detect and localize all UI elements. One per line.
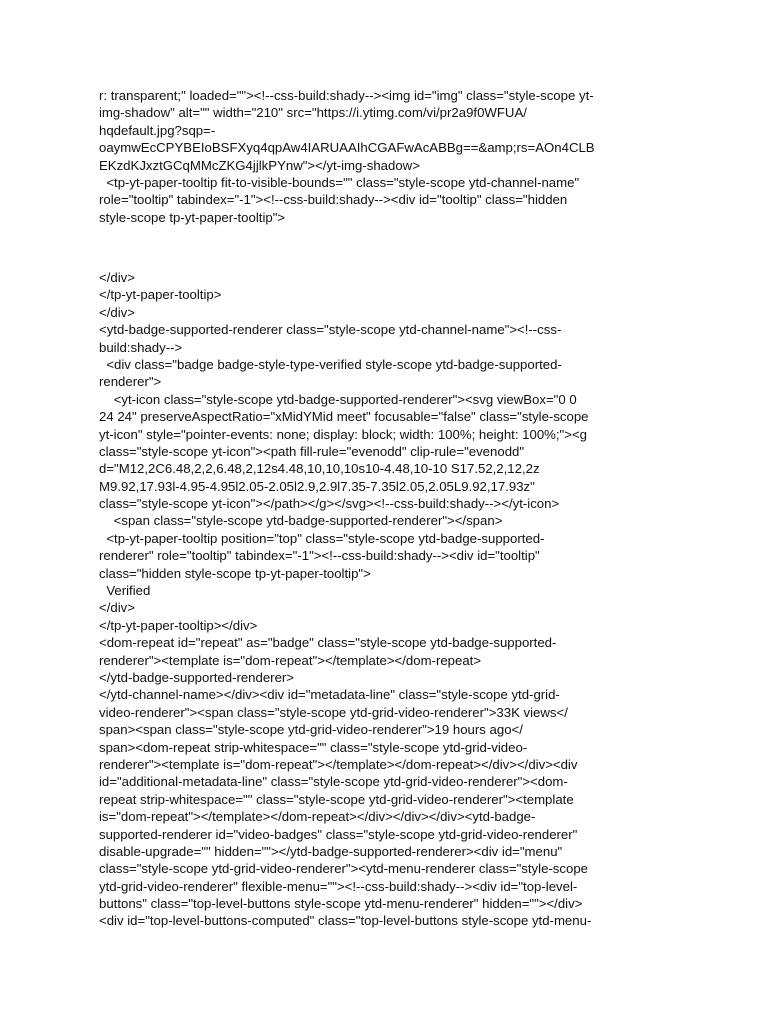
- text-line: </div>: [99, 270, 135, 285]
- text-line: <dom-repeat id="repeat" as="badge" class="style-scope ytd-badge-supported-: [99, 635, 557, 651]
- text-line: <yt-icon class="style-scope ytd-badge-supported-renderer"><svg viewBox="0 0: [99, 391, 577, 407]
- text-line: class="hidden style-scope tp-yt-paper-tooltip">: [99, 565, 371, 581]
- text-line: is="dom-repeat"></template></dom-repeat></div></div></div><ytd-badge-: [99, 809, 536, 825]
- text-line: oaymwEcCPYBEIoBSFXyq4qpAw4IARUAAIhCGAFwAcABBg==&amp;rs=AOn4CLB: [99, 140, 595, 156]
- text-line: style-scope tp-yt-paper-tooltip">: [99, 209, 286, 225]
- text-line: buttons" class="top-level-buttons style-scope ytd-menu-renderer" hidden=""></div>: [99, 896, 583, 912]
- text-line: class="style-scope yt-icon"><path fill-rule="evenodd" clip-rule="evenodd": [99, 443, 525, 459]
- text-line: span><dom-repeat strip-whitespace="" class="style-scope ytd-grid-video-: [99, 739, 528, 755]
- text-line: <div class="badge badge-style-type-verified style-scope ytd-badge-supported-: [99, 356, 562, 372]
- text-line: <div id="top-level-buttons-computed" class="top-level-buttons style-scope ytd-menu-: [99, 913, 592, 929]
- source-text-block-bottom: [99, 269, 679, 930]
- text-line: disable-upgrade="" hidden=""></ytd-badge-supported-renderer><div id="menu": [99, 843, 563, 859]
- text-line: hqdefault.jpg?sqp=-: [99, 122, 216, 138]
- text-line: <tp-yt-paper-tooltip position="top" class="style-scope ytd-badge-supported-: [99, 530, 545, 546]
- text-line: class="style-scope yt-icon"></path></g></svg><!--css-build:shady--></yt-icon>: [99, 496, 560, 512]
- text-line: span><span class="style-scope ytd-grid-video-renderer">19 hours ago</: [99, 722, 523, 738]
- text-line: r: transparent;" loaded=""><!--css-build:shady--><img id="img" class="style-scope yt-: [99, 88, 594, 103]
- text-line: build:shady-->: [99, 339, 183, 355]
- text-line: renderer">: [99, 374, 162, 390]
- text-line: EKzdKJxztGCqMMcZKG4jjlkPYnw"></yt-img-shadow>: [99, 157, 420, 173]
- text-line: renderer"><template is="dom-repeat"></template></dom-repeat></div></div><div: [99, 756, 578, 772]
- text-line: </ytd-channel-name></div><div id="metadata-line" class="style-scope ytd-grid-: [99, 687, 560, 703]
- text-line: </ytd-badge-supported-renderer>: [99, 669, 295, 685]
- text-line: d="M12,2C6.48,2,2,6.48,2,12s4.48,10,10,10s10-4.48,10-10 S17.52,2,12,2z: [99, 461, 540, 477]
- text-line: <span class="style-scope ytd-badge-supported-renderer"></span>: [99, 513, 503, 529]
- text-line: </div>: [99, 304, 135, 320]
- text-line: repeat strip-whitespace="" class="style-scope ytd-grid-video-renderer"><template: [99, 791, 574, 807]
- text-line: role="tooltip" tabindex="-1"><!--css-build:shady--><div id="tooltip" class="hidden: [99, 192, 568, 208]
- text-line: <ytd-badge-supported-renderer class="style-scope ytd-channel-name"><!--css-: [99, 322, 562, 338]
- text-line: Verified: [99, 583, 151, 599]
- text-line: M9.92,17.93l-4.95-4.95l2.05-2.05l2.9,2.9l7.35-7.35l2.05,2.05L9.92,17.93z": [99, 478, 535, 494]
- text-line: renderer" role="tooltip" tabindex="-1"><!--css-build:shady--><div id="tooltip": [99, 548, 540, 564]
- text-line: yt-icon" style="pointer-events: none; display: block; width: 100%; height: 100%;"><g: [99, 426, 587, 442]
- text-line: </tp-yt-paper-tooltip>: [99, 287, 222, 303]
- text-line: </tp-yt-paper-tooltip></div>: [99, 617, 258, 633]
- text-line: renderer"><template is="dom-repeat"></template></dom-repeat>: [99, 652, 482, 668]
- text-line: </div>: [99, 600, 135, 616]
- text-line: <tp-yt-paper-tooltip fit-to-visible-bounds="" class="style-scope ytd-channel-name": [99, 174, 580, 190]
- text-line: 24 24" preserveAspectRatio="xMidYMid meet" focusable="false" class="style-scope: [99, 409, 589, 425]
- text-line: img-shadow" alt="" width="210" src="https://i.ytimg.com/vi/pr2a9f0WFUA/: [99, 105, 527, 121]
- text-line: supported-renderer id="video-badges" class="style-scope ytd-grid-video-renderer": [99, 826, 578, 842]
- text-line: class="style-scope ytd-grid-video-renderer"><ytd-menu-renderer class="style-scope: [99, 861, 588, 877]
- text-line: ytd-grid-video-renderer" flexible-menu=""><!--css-build:shady--><div id="top-level-: [99, 878, 578, 894]
- text-line: id="additional-metadata-line" class="style-scope ytd-grid-video-renderer"><dom-: [99, 774, 568, 790]
- text-line: video-renderer"><span class="style-scope ytd-grid-video-renderer">33K views</: [99, 704, 568, 720]
- source-text-block-top: [99, 87, 679, 226]
